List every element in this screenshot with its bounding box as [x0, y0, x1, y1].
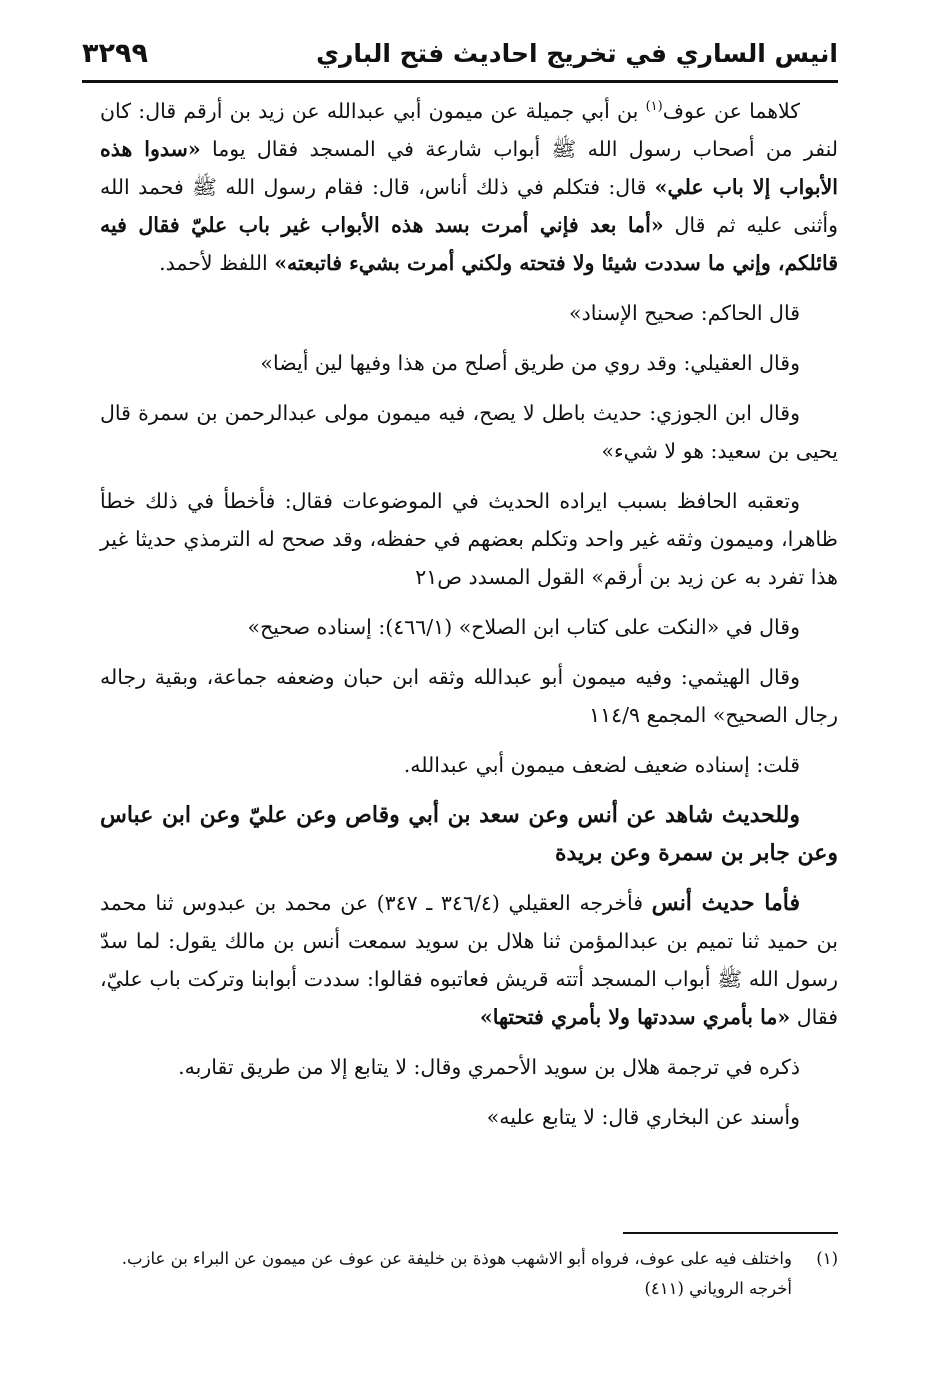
- running-title: انيس الساري في تخريج احاديث فتح الباري: [316, 39, 838, 68]
- paragraph-bukhari: وأسند عن البخاري قال: لا يتابع عليه»: [486, 1105, 800, 1129]
- paragraph-anas-hadith: [100, 884, 838, 1036]
- text-run: اللفظ لأحمد.: [159, 251, 275, 275]
- footnote-separator: [623, 1232, 838, 1234]
- hadith-quote: «ما بأمري سددتها ولا بأمري فتحتها»: [479, 1005, 791, 1029]
- page-number: ٣٢٩٩: [82, 38, 148, 69]
- paragraph-uqayli: وقال العقيلي: وقد روي من طريق أصلح من هذا وفيها لين أيضا»: [260, 351, 800, 375]
- page-header: [82, 30, 838, 83]
- paragraph-nukat: وقال في «النكت على كتاب ابن الصلاح» (٤٦٦/١): إسناده صحيح»: [247, 615, 800, 639]
- text-run: كلاهما عن عوف: [662, 99, 800, 123]
- paragraph-hakim: قال الحاكم: صحيح الإسناد»: [569, 301, 800, 325]
- section-lead: فأما حديث أنس: [651, 890, 800, 916]
- footnote-text: واختلف فيه على عوف، فرواه أبو الاشهب هوذة بن خليفة عن عوف عن ميمون عن البراء بن عازب. أخرجه الروياني (٤١١): [121, 1249, 792, 1298]
- paragraph-ibn-jawzi: وقال ابن الجوزي: حديث باطل لا يصح، فيه ميمون مولى عبدالرحمن بن سمرة قال يحيى بن سعيد: هو لا شيء»: [100, 401, 838, 463]
- main-text: [100, 92, 838, 1148]
- paragraph-verdict: قلت: إسناده ضعيف لضعف ميمون أبي عبدالله.: [403, 753, 800, 777]
- text-run: بن أبي جميلة عن ميمون أبي عبدالله عن زيد بن أرقم قال: كان لنفر من أصحاب رسول الله ﷺ أبواب شارعة في المسجد فقال يوما: [100, 99, 838, 161]
- footnote-mark: (١): [816, 1249, 838, 1268]
- paragraph-hadith-text: [100, 92, 838, 282]
- footnote: [100, 1244, 838, 1304]
- paragraph-hilal: ذكره في ترجمة هلال بن سويد الأحمري وقال: لا يتابع إلا من طريق تقاربه.: [178, 1055, 800, 1079]
- footnotes: [100, 1244, 838, 1304]
- text-run: قال: فتكلم في ذلك أناس، قال: فقام رسول الله ﷺ فحمد الله وأثنى عليه ثم قال: [100, 175, 839, 237]
- hadith-quote: «سدوا هذه الأبواب إلا باب علي»: [100, 137, 838, 199]
- paragraph-hafiz: وتعقبه الحافظ بسبب ايراده الحديث في الموضوعات فقال: فأخطأ في ذلك خطأ ظاهرا، وميمون وثقه غير واحد وتكلم بعضهم في حفظه، وقد صحح له الترمذي حديثا غير هذا تفرد به عن زيد بن أرقم» القول المسدد ص٢١: [100, 489, 838, 589]
- hadith-quote: «أما بعد فإني أمرت بسد هذه الأبواب غير باب عليّ فقال فيه قائلكم، وإني ما سددت شيئا ولا فتحته ولكني أمرت بشيء فاتبعته»: [100, 213, 838, 275]
- paragraph-haythami: وقال الهيثمي: وفيه ميمون أبو عبدالله وثقه ابن حبان وضعفه جماعة، وبقية رجاله رجال الصحيح» المجمع ١١٤/٩: [100, 665, 838, 727]
- footnote-reference: (١): [645, 99, 663, 115]
- paragraph-witnesses: وللحديث شاهد عن أنس وعن سعد بن أبي وقاص وعن عليّ وعن ابن عباس وعن جابر بن سمرة وعن بريدة: [100, 802, 838, 866]
- text-run: فأخرجه العقيلي (٣٤٦/٤ ـ ٣٤٧) عن محمد بن عبدوس ثنا محمد بن حميد ثنا تميم بن عبدالمؤمن ثنا هلال بن سويد سمعت أنس بن مالك يقول: لما سدّ رسول الله ﷺ أبواب المسجد أتته قريش فعاتبوه فقالوا: سددت أبوابنا وتركت باب عليّ، فقال: [100, 891, 838, 1029]
